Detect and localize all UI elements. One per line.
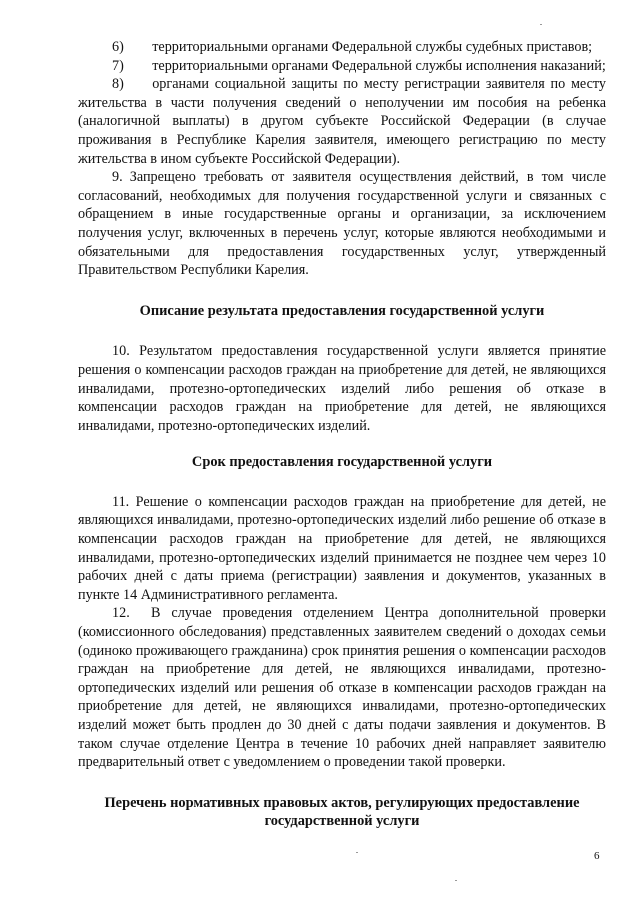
scan-speck: [455, 880, 457, 881]
paragraph-10: 10. Результатом предоставления государственной услуги является принятие решения о компенсации расходов граждан на приобретение для детей, не являющихся инвалидами, протезно-ортопедических изделий либо решения об отказе в компенсации расходов граждан на приобретение для детей, не являющихся инвалидами, протезно-ортопедических изделий.: [78, 343, 606, 434]
paragraph-item-8: 8) органами социальной защиты по месту регистрации заявителя по месту жительства в части получения сведений о неполучении им пособия на ребенка (аналогичной выплаты) в другом субъекте Российской Федерации (в случае проживания в Республике Карелия заявителя, имеющего регистрацию по месту жительства в ином субъекте Российской Федерации).: [78, 76, 606, 167]
paragraph-11: 11. Решение о компенсации расходов граждан на приобретение для детей, не являющихся инвалидами, протезно-ортопедических изделий либо решение об отказе в компенсации расходов граждан на приобретение для детей, не являющихся инвалидами, протезно-ортопедических изделий принимается не позднее чем через 10 рабочих дней с даты приема (регистрации) заявления и документов, указанных в пункте 14 Административного регламента.: [78, 493, 606, 603]
heading-term: Срок предоставления государственной услуги: [191, 454, 493, 471]
paragraph-item-6: 6) территориальными органами Федеральной службы судебных приставов;: [112, 39, 593, 55]
paragraph-item-7: 7) территориальными органами Федеральной службы исполнения наказаний;: [112, 57, 606, 74]
paragraph-12: 12. В случае проведения отделением Центра дополнительной проверки (комиссионного обследования) представленных заявителем сведений о доходах семьи (одиноко проживающего гражданина) срок принятия решения о компенсации расходов граждан на приобретение для детей, не являющихся инвалидами, протезно-ортопедических изделий или решения об отказе в компенсации расходов граждан на приобретение для детей, не являющихся инвалидами, протезно-ортопедических изделий может быть продлен до 30 дней с даты подачи заявления и документов. В таком случае отделение Центра в течение 10 рабочих дней направляет заявителю предварительный ответ с уведомлением о проведении такой проверки.: [78, 605, 606, 771]
heading-result: Описание результата предоставления государственной услуги: [139, 302, 545, 319]
page-number: 6: [594, 850, 600, 862]
paragraph-9: 9. Запрещено требовать от заявителя осуществления действий, в том числе согласований, необходимых для получения государственной услуги и связанных с обращением в иные государственные органы и организации, за исключением получения услуг, включенных в перечень услуг, которые являются необходимыми и обязательными для предоставления государственных услуг, утвержденный Правительством Республики Карелия.: [78, 169, 606, 279]
document-body: [78, 38, 606, 831]
scan-speck: [540, 24, 542, 25]
scan-speck: [356, 852, 358, 853]
heading-legal-acts: Перечень нормативных правовых актов, регулирующих предоставление государственной услуги: [104, 794, 580, 830]
